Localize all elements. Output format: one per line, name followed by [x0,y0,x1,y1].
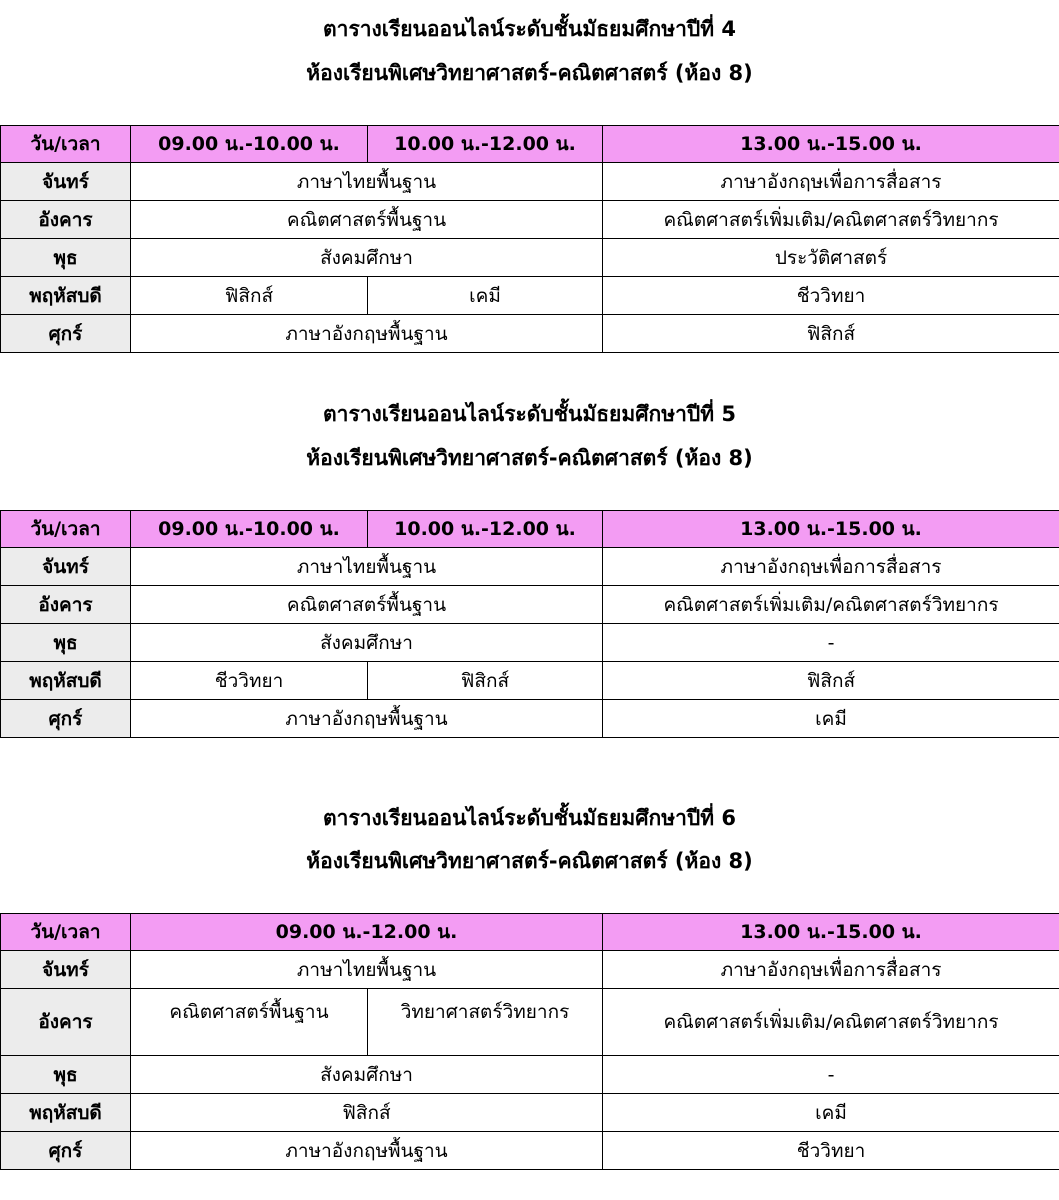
morning-cell: ภาษาอังกฤษพื้นฐาน [131,315,603,353]
table-row [1,277,1059,315]
schedule-1-title-line1: ตารางเรียนออนไลน์ระดับชั้นมัธยมศึกษาปีที่ 4 [323,17,736,41]
afternoon-cell: คณิตศาสตร์เพิ่มเติม/คณิตศาสตร์วิทยากร [603,201,1059,239]
slot-1-cell: ฟิสิกส์ [131,277,368,315]
afternoon-cell: ฟิสิกส์ [603,662,1059,700]
afternoon-cell: คณิตศาสตร์เพิ่มเติม/คณิตศาสตร์วิทยากร [603,586,1059,624]
table-row [1,201,1059,239]
afternoon-cell: ภาษาอังกฤษเพื่อการสื่อสาร [603,951,1059,989]
table-row [1,163,1059,201]
table-row [1,1056,1059,1094]
morning-cell: ฟิสิกส์ [131,1094,603,1132]
table-row [1,624,1059,662]
morning-cell: ภาษาไทยพื้นฐาน [131,163,603,201]
day-cell: พุธ [1,239,131,277]
header-slot-2: 10.00 น.-12.00 น. [368,511,603,548]
header-day-time: วัน/เวลา [1,914,131,951]
day-cell: พฤหัสบดี [1,1094,131,1132]
morning-cell: ภาษาอังกฤษพื้นฐาน [131,1132,603,1170]
header-afternoon: 13.00 น.-15.00 น. [603,511,1059,548]
table-row [1,951,1059,989]
afternoon-cell: ภาษาอังกฤษเพื่อการสื่อสาร [603,163,1059,201]
table-row [1,662,1059,700]
morning-cell: คณิตศาสตร์พื้นฐาน [131,201,603,239]
morning-cell: ภาษาอังกฤษพื้นฐาน [131,700,603,738]
header-slot-1: 09.00 น.-10.00 น. [131,126,368,163]
header-row [1,914,1059,951]
header-slot-1: 09.00 น.-10.00 น. [131,511,368,548]
afternoon-cell: - [603,1056,1059,1094]
day-cell: จันทร์ [1,548,131,586]
day-cell: ศุกร์ [1,1132,131,1170]
table-row [1,548,1059,586]
day-cell: ศุกร์ [1,700,131,738]
morning-cell: สังคมศึกษา [131,1056,603,1094]
table-row [1,1132,1059,1170]
afternoon-cell: ประวัติศาสตร์ [603,239,1059,277]
day-cell: พฤหัสบดี [1,662,131,700]
afternoon-cell: ชีววิทยา [603,277,1059,315]
slot-1-cell: ชีววิทยา [131,662,368,700]
morning-cell: ภาษาไทยพื้นฐาน [131,951,603,989]
slot-2-cell: เคมี [368,277,603,315]
header-afternoon: 13.00 น.-15.00 น. [603,914,1059,951]
header-row [1,511,1059,548]
schedule-3-table [0,913,1059,1170]
day-cell: พฤหัสบดี [1,277,131,315]
day-cell: อังคาร [1,586,131,624]
day-cell: จันทร์ [1,951,131,989]
afternoon-cell: เคมี [603,1094,1059,1132]
day-cell: พุธ [1,1056,131,1094]
schedule-2-title-line2: ห้องเรียนพิเศษวิทยาศาสตร์-คณิตศาสตร์ (ห้อง 8) [306,446,753,470]
slot-2-cell: ฟิสิกส์ [368,662,603,700]
day-cell: ศุกร์ [1,315,131,353]
slot-1-cell: คณิตศาสตร์พื้นฐาน [131,989,368,1056]
day-cell: อังคาร [1,989,131,1056]
table-row [1,586,1059,624]
table-row [1,700,1059,738]
table-row [1,315,1059,353]
header-day-time: วัน/เวลา [1,511,131,548]
morning-cell: คณิตศาสตร์พื้นฐาน [131,586,603,624]
schedule-1-table [0,125,1059,353]
schedule-2-table [0,510,1059,738]
slot-2-cell: วิทยาศาสตร์วิทยากร [368,989,603,1056]
schedule-3-title-line1: ตารางเรียนออนไลน์ระดับชั้นมัธยมศึกษาปีที่ 6 [323,806,736,830]
day-cell: จันทร์ [1,163,131,201]
morning-cell: สังคมศึกษา [131,624,603,662]
morning-cell: ภาษาไทยพื้นฐาน [131,548,603,586]
schedule-2-title-line1: ตารางเรียนออนไลน์ระดับชั้นมัธยมศึกษาปีที่ 5 [323,402,736,426]
day-cell: พุธ [1,624,131,662]
table-row [1,239,1059,277]
schedule-3-title-line2: ห้องเรียนพิเศษวิทยาศาสตร์-คณิตศาสตร์ (ห้อง 8) [306,849,753,873]
header-afternoon: 13.00 น.-15.00 น. [603,126,1059,163]
schedule-1-title-line2: ห้องเรียนพิเศษวิทยาศาสตร์-คณิตศาสตร์ (ห้อง 8) [306,61,753,85]
header-morning: 09.00 น.-12.00 น. [131,914,603,951]
afternoon-cell: - [603,624,1059,662]
afternoon-cell: ฟิสิกส์ [603,315,1059,353]
afternoon-cell: คณิตศาสตร์เพิ่มเติม/คณิตศาสตร์วิทยากร [603,989,1059,1056]
afternoon-cell: ภาษาอังกฤษเพื่อการสื่อสาร [603,548,1059,586]
day-cell: อังคาร [1,201,131,239]
morning-cell: สังคมศึกษา [131,239,603,277]
table-row [1,1094,1059,1132]
afternoon-cell: ชีววิทยา [603,1132,1059,1170]
afternoon-cell: เคมี [603,700,1059,738]
header-slot-2: 10.00 น.-12.00 น. [368,126,603,163]
header-day-time: วัน/เวลา [1,126,131,163]
table-row [1,989,1059,1056]
header-row [1,126,1059,163]
